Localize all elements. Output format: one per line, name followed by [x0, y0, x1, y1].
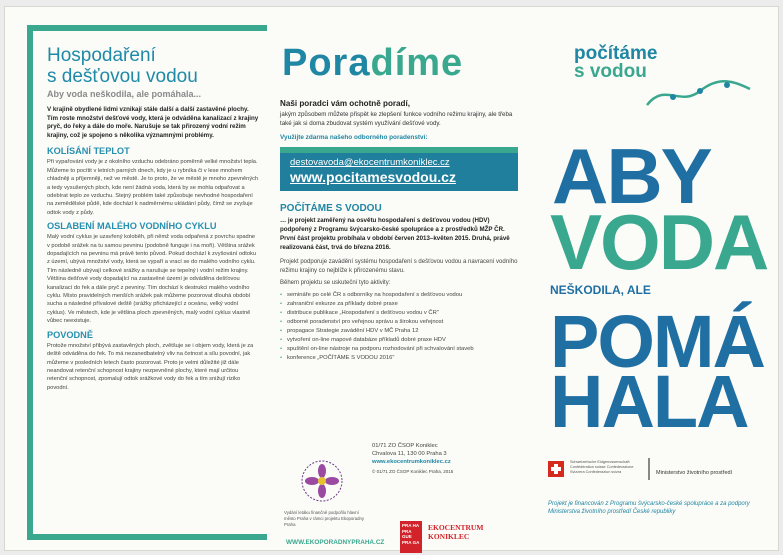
water-wave-icon [645, 77, 755, 112]
title-line-2: s dešťovou vodou [47, 66, 198, 87]
flower-logo-icon [300, 459, 344, 503]
koniklec-text: KONIKLEC [428, 532, 470, 541]
headline-poma: POMÁ [550, 300, 764, 383]
list-item: • odborné poradenství pro veřejnou správu a širokou veřejnost [280, 318, 520, 327]
address-copyright: © 01/71 ZO ČSOP Koniklec Praha, 2015 [372, 468, 454, 474]
list-item: • zahraniční exkurze za příklady dobré praxe [280, 300, 520, 309]
headline-aby: ABY [552, 132, 711, 220]
list-item: • vytvoření on-line mapové databáze příkladů dobré praxe HDV [280, 336, 520, 345]
left-panel [27, 25, 267, 540]
list-item: • semináře po celé ČR s odborníky na hospodaření s dešťovou vodou [280, 291, 520, 300]
list-item: • propagace Strategie zavádění HDV v MČ Praha 12 [280, 327, 520, 336]
ekocentrum-logo [428, 523, 483, 541]
panel-title [47, 45, 259, 87]
headline-neskodila: NEŠKODILA, ALE [550, 283, 651, 297]
section-text-water-cycle: Malý vodní cyklus je uzavřený koloběh, při němž voda odpařená z povrchu spadne v podobě srážek na tu samou pevninu (podobně funguje i na moři). Většina srážek dopadajících na pevninu má právě tento původ. Pokud dochází k zvyšování odtoku z území, ubývá množství vody, která se vypaří a vrací se do malého vodního cyklu. Tím následně ubývají celkové srážky a narušuje se tepelný i vodní režim krajiny. Většina dešťové vody dopadající na zastavěné území je odváděna dešťovou kanalizací do řek a dále pryč z pevniny. Tím dochází k destrukci malého vodního cyklu. Místo pravidelných menších srážek pak můžeme pozorovat dlouhá období sucha a následné přívalové deště (srážky přicházející z oceánu, velký vodní cyklus). Ve městech, kde je většina ploch zpevněných, malý vodní cyklus vlastně vůbec neexistuje. [47, 234, 256, 325]
list-item: • spuštění on-line nástroje na podporu rozhodování při schvalování staveb [280, 345, 520, 354]
logo-word-s-vodou: s vodou [574, 61, 647, 82]
brand-part-b: díme [370, 42, 464, 84]
section-heading-water-cycle: OSLABENÍ MALÉHO VODNÍHO CYKLU [47, 221, 217, 232]
address-web-link[interactable]: www.ekocentrumkoniklec.cz [372, 459, 451, 466]
right-panel [530, 25, 770, 540]
pocitame-logo [574, 45, 657, 81]
swiss-flag-icon [548, 461, 564, 477]
activities-list [280, 291, 520, 363]
panel-subtitle: Aby voda neškodila, ale pomáhala... [47, 89, 202, 99]
title-line-1: Hospodaření [47, 45, 156, 66]
list-item: • distribuce publikace „Hospodaření s dešťovou vodou v ČR" [280, 309, 520, 318]
logo-word-pocitame: počítáme [574, 43, 658, 64]
advice-link-label: Využijte zdarma našeho odborného poradenství: [280, 134, 428, 141]
financing-note: Projekt je financován z Programu švýcarsko-české spolupráce a za podpory Ministerstva životního prostředí České republiky [548, 501, 750, 516]
ekoporadny-link[interactable]: WWW.EKOPORADNYPRAHA.CZ [286, 539, 385, 546]
section-heading-temperature: KOLÍSÁNÍ TEPLOT [47, 146, 130, 157]
footer-logos [280, 439, 520, 546]
address-block [372, 442, 453, 475]
contact-box [280, 147, 518, 191]
advice-text: jakým způsobem můžete přispět ke zlepšení funkce vodního režimu krajiny, ale třeba také jak si doma zbudovat systém využívání dešťové vody. [280, 111, 513, 127]
address-street: Chvalova 11, 130 00 Praha 3 [372, 451, 447, 458]
activities-label: Během projektu se uskuteční tyto aktivity: [280, 280, 391, 286]
section-text-floods: Protože množství přibývá zastavěných ploch, zvětšuje se i objem vody, která je za deště odváděna do řek. To má nezanedbatelný vliv na četnost a sílu povodní, jak můžeme v posledních letech často pozorovat. Proto je velmi důležité již dále neandovat retenční schopnost krajiny nezpevněné plochy, které mají určitou retenční schopnost, zpomalují odtok srážkové vody do řek a tím snižují riziko povodní. [47, 342, 254, 391]
project-heading: POČÍTÁME S VODOU [280, 203, 382, 214]
ministry-logo [648, 458, 748, 480]
ministry-name: Ministerstvo životního prostředí [656, 470, 733, 476]
address-org: 01/71 ZO ČSOP Koniklec [372, 443, 438, 449]
section-text-temperature: Při vypařování vody je z okolního vzduchu odebráno poměrně velké množství tepla. Můžeme to pocítit v letních parných dnech, kdy je u rybníka či v lese mnohem chladněji a příjemněji, než ve městě. Je to proto, že ve městě je mnoho zpevněných a tedy vysušených ploch, kde není žádná voda, která by se mohla odpařovat a odebírat teplo ze vzduchu. Stejný problém také způsobuje nevhodné hospodaření na zemědělské půdě, kde dochází k nadměrnému ukládání půdy, čímž se zvyšuje odtok vody z půdy. [47, 159, 259, 216]
section-heading-floods: POVODNĚ [47, 329, 93, 340]
poradime-heading [282, 41, 520, 85]
funding-note: Vydání letáku finančně podpořilo hlavní město Praha v rámci projektu Ekoporadny Praha [284, 510, 365, 527]
prague-logo: PRA HA PRA GUE PRA GA [400, 521, 422, 553]
project-summary: … je projekt zaměřený na osvětu hospodaření s dešťovou vodou (HDV) podpořený z Programu švýcarsko-české spolupráce a z prostředků MŽP ČR. První část projektu probíhala v období červen 2013–květen 2015. Druhá, právě realizovaná část, trvá do března 2016. [280, 217, 510, 251]
brand-part-a: Pora [282, 42, 371, 84]
list-item: • konference „POČÍTÁME S VODOU 2016" [280, 354, 520, 363]
middle-panel [280, 25, 520, 546]
advice-heading: Naši poradci vám ochotně poradí, [280, 99, 410, 108]
partner-logos [548, 458, 753, 490]
swiss-confederation-text: Schweizerische Eidgenossenschaft Confédération suisse Confederazione Svizzera Confederaziun svizra [570, 460, 634, 474]
contact-email-link[interactable]: destovavoda@ekocentrumkoniklec.cz [290, 157, 450, 168]
headline-voda: VODA [550, 198, 768, 286]
ekocentrum-text: EKOCENTRUM [428, 523, 484, 532]
brochure-sheet [4, 6, 779, 551]
intro-text: V krajině obydlené lidmi vznikají stále další a další zastavěné plochy. Tím roste množství dešťové vody, která je odváděna kanalizací z krajiny pryč, do řeky a dále do moře. Narušuje se tak přirozený vodní režim krajiny, což je spojeno s několika významnými problémy. [47, 106, 259, 139]
headline-hala: HALA [550, 360, 748, 443]
contact-web-link[interactable]: www.pocitamesvodou.cz [290, 169, 456, 185]
project-text: Projekt podporuje zavádění systému hospodaření s dešťovou vodou a navracení vodního režimu krajiny co nejblíže k přirozenému stavu. [280, 259, 518, 274]
